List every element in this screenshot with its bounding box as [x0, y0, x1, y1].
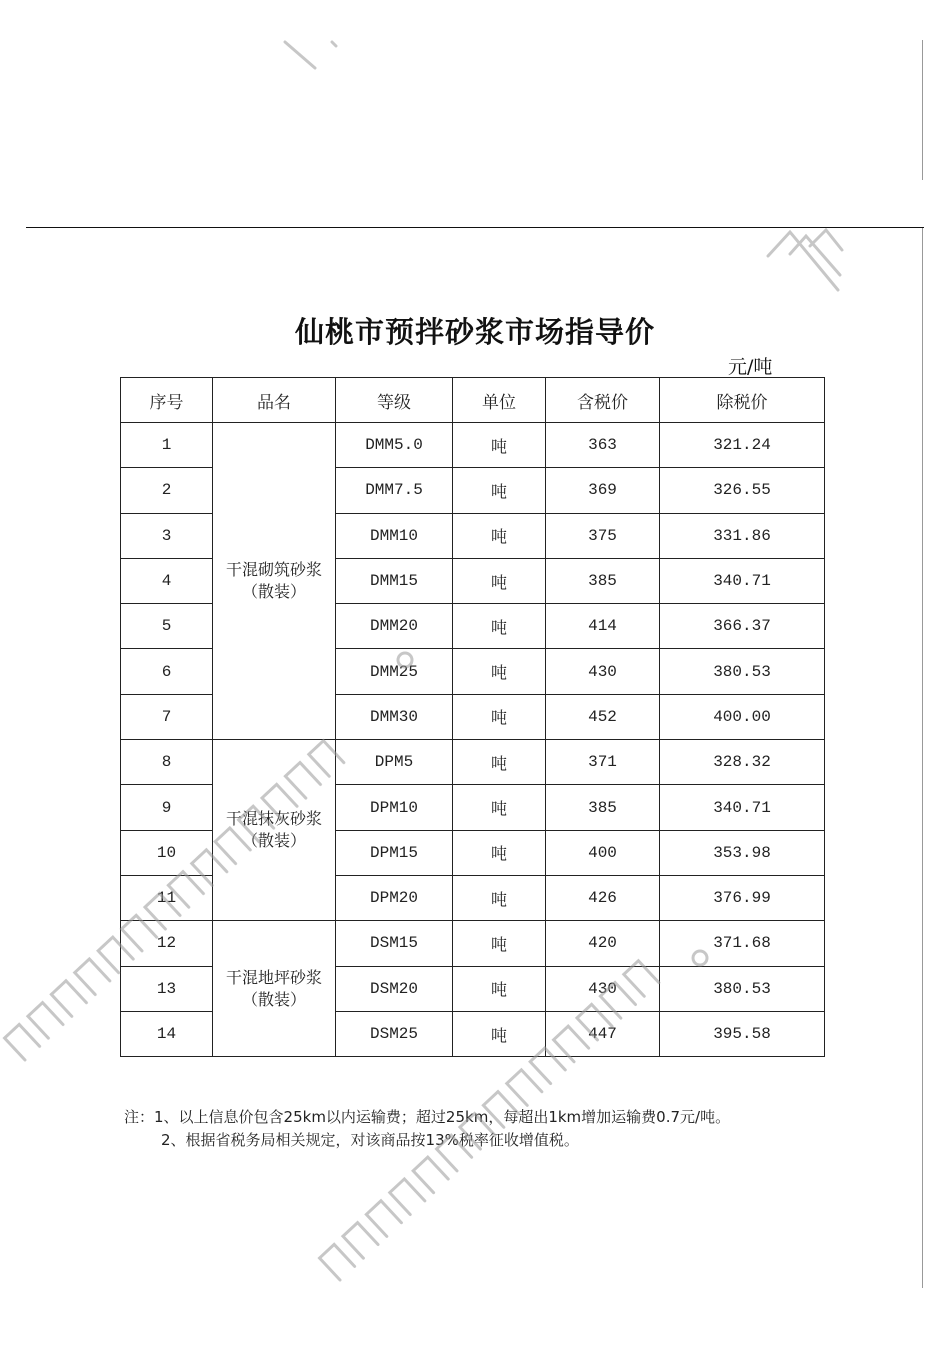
- header-unit: 单位: [453, 378, 546, 423]
- row-price-tax: 375: [546, 513, 660, 558]
- row-no: 5: [121, 604, 213, 649]
- row-no: 13: [121, 966, 213, 1011]
- row-price-tax: 400: [546, 830, 660, 875]
- row-no: 8: [121, 740, 213, 785]
- row-grade: DPM20: [336, 875, 453, 920]
- row-price-tax: 430: [546, 966, 660, 1011]
- header-price-notax: 除税价: [660, 378, 825, 423]
- product-name-cell: [213, 740, 336, 921]
- table-row: [121, 423, 825, 468]
- row-grade: DPM10: [336, 785, 453, 830]
- row-no: 6: [121, 649, 213, 694]
- row-price-tax: 430: [546, 649, 660, 694]
- row-unit: 吨: [453, 830, 546, 875]
- row-price-notax: 376.99: [660, 875, 825, 920]
- row-unit: 吨: [453, 513, 546, 558]
- row-price-notax: 326.55: [660, 468, 825, 513]
- row-price-tax: 385: [546, 785, 660, 830]
- row-grade: DMM10: [336, 513, 453, 558]
- row-grade: DMM7.5: [336, 468, 453, 513]
- row-price-tax: 426: [546, 875, 660, 920]
- row-price-tax: 363: [546, 423, 660, 468]
- notes: [124, 1106, 730, 1152]
- row-no: 7: [121, 694, 213, 739]
- row-unit: 吨: [453, 423, 546, 468]
- note-1: 注：1、以上信息价包含25km以内运输费；超过25km，每超出1km增加运输费0.7元/吨。: [124, 1108, 731, 1126]
- page-edge-line: [922, 228, 923, 1288]
- row-unit: 吨: [453, 694, 546, 739]
- row-grade: DSM15: [336, 921, 453, 966]
- product-pack: （散装）: [241, 582, 306, 602]
- row-no: 10: [121, 830, 213, 875]
- table-row: [121, 921, 825, 966]
- row-grade: DMM30: [336, 694, 453, 739]
- row-unit: 吨: [453, 649, 546, 694]
- row-no: 11: [121, 875, 213, 920]
- row-no: 1: [121, 423, 213, 468]
- row-unit: 吨: [453, 875, 546, 920]
- row-grade: DMM5.0: [336, 423, 453, 468]
- row-unit: 吨: [453, 966, 546, 1011]
- row-price-notax: 395.58: [660, 1011, 825, 1056]
- row-price-notax: 400.00: [660, 694, 825, 739]
- row-unit: 吨: [453, 604, 546, 649]
- row-no: 9: [121, 785, 213, 830]
- row-grade: DMM20: [336, 604, 453, 649]
- row-unit: 吨: [453, 1011, 546, 1056]
- row-price-tax: 447: [546, 1011, 660, 1056]
- row-price-notax: 353.98: [660, 830, 825, 875]
- row-unit: 吨: [453, 785, 546, 830]
- note-2: 2、根据省税务局相关规定，对该商品按13%税率征收增值税。: [161, 1131, 579, 1149]
- row-no: 12: [121, 921, 213, 966]
- table-row: [121, 740, 825, 785]
- row-price-notax: 321.24: [660, 423, 825, 468]
- product-name-cell: [213, 423, 336, 740]
- product-pack: （散装）: [241, 989, 306, 1009]
- page-edge-line: [922, 40, 923, 180]
- row-no: 14: [121, 1011, 213, 1056]
- row-price-notax: 331.86: [660, 513, 825, 558]
- row-grade: DMM15: [336, 558, 453, 603]
- header-no: 序号: [121, 378, 213, 423]
- row-price-notax: 366.37: [660, 604, 825, 649]
- price-table: [120, 377, 825, 1057]
- product-name: 干混抹灰砂浆: [225, 809, 322, 829]
- product-name: 干混地坪砂浆: [225, 967, 322, 987]
- row-unit: 吨: [453, 921, 546, 966]
- row-unit: 吨: [453, 468, 546, 513]
- header-rule: [26, 227, 924, 228]
- row-grade: DSM25: [336, 1011, 453, 1056]
- row-price-notax: 328.32: [660, 740, 825, 785]
- product-name-cell: [213, 921, 336, 1057]
- row-price-tax: 371: [546, 740, 660, 785]
- row-price-tax: 414: [546, 604, 660, 649]
- header-name: 品名: [213, 378, 336, 423]
- row-price-notax: 340.71: [660, 558, 825, 603]
- row-price-notax: 380.53: [660, 649, 825, 694]
- header-grade: 等级: [336, 378, 453, 423]
- table-header-row: [121, 378, 825, 423]
- row-grade: DPM5: [336, 740, 453, 785]
- row-price-tax: 452: [546, 694, 660, 739]
- row-grade: DMM25: [336, 649, 453, 694]
- row-price-notax: 380.53: [660, 966, 825, 1011]
- unit-label: 元/吨: [728, 356, 773, 378]
- row-price-tax: 385: [546, 558, 660, 603]
- product-pack: （散装）: [241, 831, 306, 851]
- page-title: 仙桃市预拌砂浆市场指导价: [294, 315, 655, 349]
- product-name: 干混砌筑砂浆: [225, 560, 322, 580]
- row-price-tax: 420: [546, 921, 660, 966]
- row-grade: DPM15: [336, 830, 453, 875]
- row-unit: 吨: [453, 558, 546, 603]
- row-price-notax: 340.71: [660, 785, 825, 830]
- row-price-tax: 369: [546, 468, 660, 513]
- row-unit: 吨: [453, 740, 546, 785]
- row-no: 2: [121, 468, 213, 513]
- header-price-tax: 含税价: [546, 378, 660, 423]
- row-no: 4: [121, 558, 213, 603]
- row-no: 3: [121, 513, 213, 558]
- row-price-notax: 371.68: [660, 921, 825, 966]
- row-grade: DSM20: [336, 966, 453, 1011]
